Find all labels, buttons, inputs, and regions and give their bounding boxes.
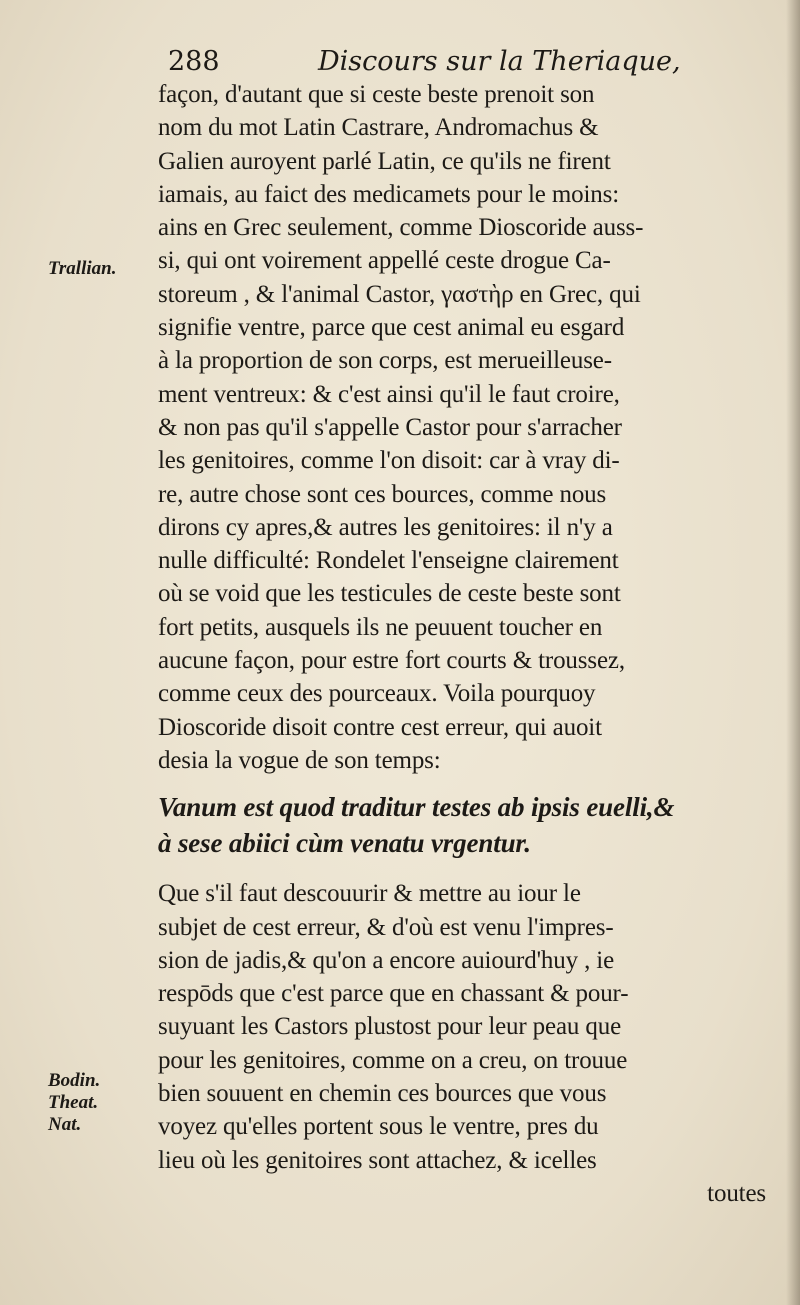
text-line: iamais, au faict des medicamets pour le moins: bbox=[158, 180, 620, 208]
latin-quotation bbox=[158, 791, 788, 863]
text-line: respōds que c'est parce que en chassant & pour- bbox=[158, 980, 629, 1008]
text-line: signifie ventre, parce que cest animal eu esgard bbox=[158, 314, 625, 342]
text-line: dirons cy apres,& autres les genitoires: il n'y a bbox=[158, 513, 613, 541]
text-line: fort petits, ausquels ils ne peuuent toucher en bbox=[158, 613, 603, 641]
text-line: lieu où les genitoires sont attachez, & icelles bbox=[158, 1146, 597, 1174]
text-line: nulle difficulté: Rondelet l'enseigne clairement bbox=[158, 547, 619, 575]
page-spine-shadow bbox=[786, 0, 800, 1305]
text-line: voyez qu'elles portent sous le ventre, pres du bbox=[158, 1113, 599, 1141]
text-line: si, qui ont voirement appellé ceste drogue Ca- bbox=[158, 247, 611, 275]
quote-line: Vanum est quod traditur testes ab ipsis euelli,& bbox=[158, 792, 675, 823]
text-line: à la proportion de son corps, est merueilleuse- bbox=[158, 347, 612, 375]
paragraph-after-quote bbox=[158, 877, 788, 1210]
text-line: storeum , & l'animal Castor, γαστὴρ en Grec, qui bbox=[158, 280, 641, 308]
text-line: où se void que les testicules de ceste beste sont bbox=[158, 580, 621, 608]
text-line: pour les genitoires, comme on a creu, on trouue bbox=[158, 1046, 628, 1074]
paragraph-before-quote bbox=[158, 78, 788, 777]
text-line: ment ventreux: & c'est ainsi qu'il le faut croire, bbox=[158, 380, 620, 408]
running-title: Discours sur la Theriaque, bbox=[318, 46, 681, 77]
margin-note-bodin: Bodin. Theat. Nat. bbox=[48, 1070, 101, 1135]
text-line: Galien auroyent parlé Latin, ce qu'ils ne firent bbox=[158, 147, 611, 175]
text-line: nom du mot Latin Castrare, Andromachus & bbox=[158, 114, 599, 142]
text-line: façon, d'autant que si ceste beste prenoit son bbox=[158, 81, 595, 108]
quote-line: à sese abiici cùm venatu vrgentur. bbox=[158, 828, 531, 859]
text-line: les genitoires, comme l'on disoit: car à vray di- bbox=[158, 447, 620, 475]
text-line: bien souuent en chemin ces bources que vous bbox=[158, 1080, 607, 1108]
text-line: desia la vogue de son temps: bbox=[158, 746, 441, 774]
margin-note-trallian: Trallian. bbox=[48, 258, 117, 279]
body-text bbox=[158, 78, 788, 1210]
text-line: ains en Grec seulement, comme Dioscoride auss- bbox=[158, 214, 644, 242]
text-line: aucune façon, pour estre fort courts & troussez, bbox=[158, 647, 625, 675]
page-number: 288 bbox=[168, 46, 220, 77]
text-line: suyuant les Castors plustost pour leur peau que bbox=[158, 1013, 622, 1041]
text-line: & non pas qu'il s'appelle Castor pour s'arracher bbox=[158, 413, 622, 441]
text-line: Dioscoride disoit contre cest erreur, qui auoit bbox=[158, 713, 602, 741]
text-line: re, autre chose sont ces bources, comme nous bbox=[158, 480, 607, 508]
text-line: Que s'il faut descouurir & mettre au iour le bbox=[158, 880, 581, 908]
text-line: comme ceux des pourceaux. Voila pourquoy bbox=[158, 680, 596, 708]
text-line: subjet de cest erreur, & d'où est venu l'impres- bbox=[158, 913, 614, 941]
text-line: sion de jadis,& qu'on a encore auiourd'huy , ie bbox=[158, 946, 615, 974]
catchword: toutes bbox=[707, 1179, 766, 1207]
